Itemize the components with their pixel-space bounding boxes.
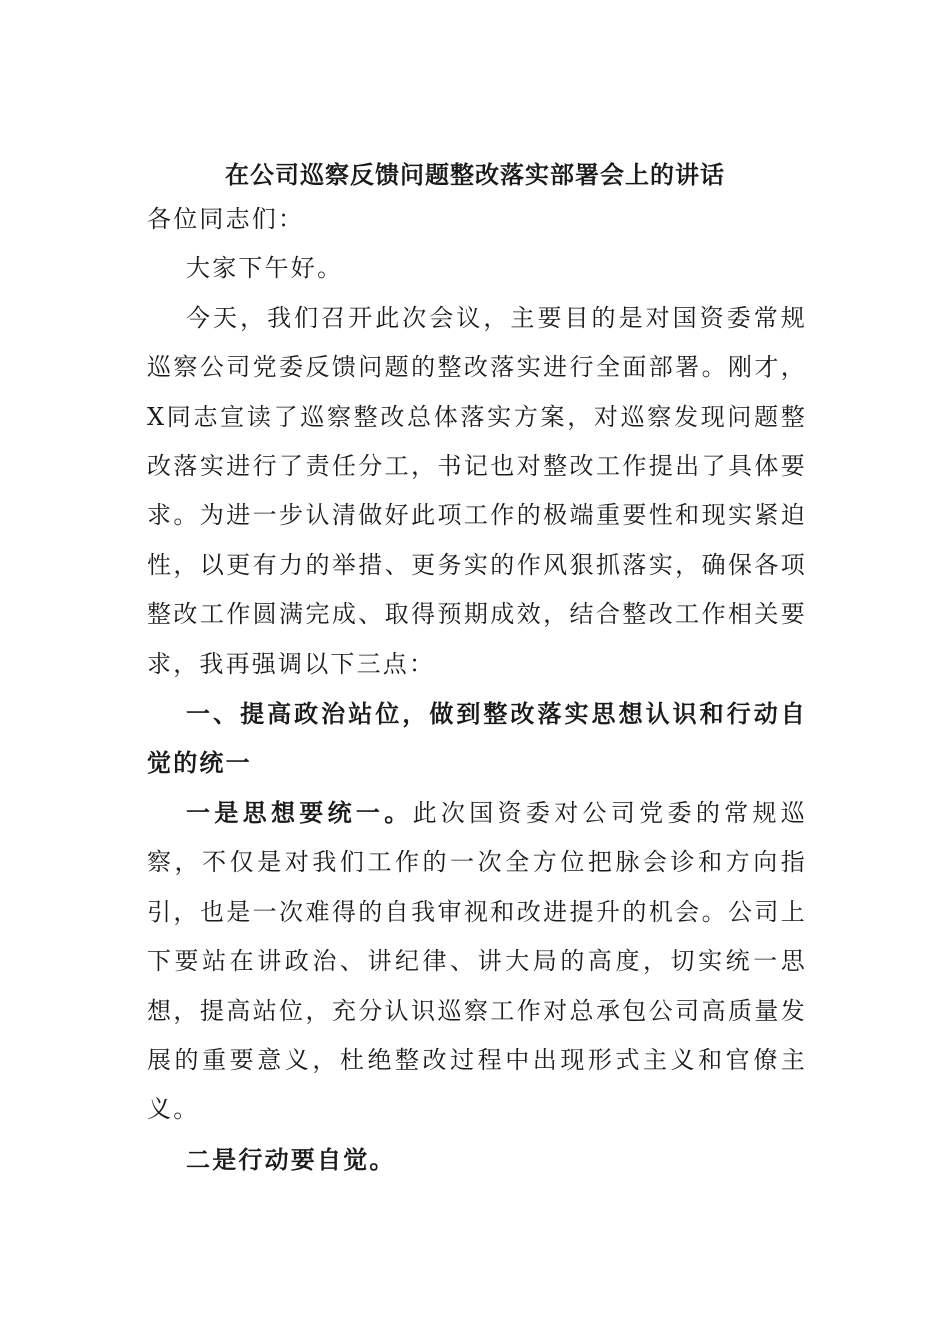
point-2-paragraph [147,1135,807,1185]
salutation: 各位同志们： [147,205,305,233]
document-body [147,195,807,1185]
point-1-paragraph [147,788,807,1135]
section-heading-1: 一、提高政治站位，做到整改落实思想认识和行动自觉的统一 [147,699,807,778]
point-1-lead: 一是思想要统一。 [186,797,413,827]
point-1-text: 此次国资委对公司党委的常规巡察，不仅是对我们工作的一次全方位把脉会诊和方向指引，也是一次难得的自我审视和改进提升的机会。公司上下要站在讲政治、讲纪律、讲大局的高度，切实统一思想，提高站位，充分认识巡察工作对总承包公司高质量发展的重要意义，杜绝整改过程中出现形式主义和官僚主义。 [147,798,807,1124]
intro-paragraph: 今天，我们召开此次会议，主要目的是对国资委常规巡察公司党委反馈问题的整改落实进行全面部署。刚才，X同志宣读了巡察整改总体落实方案，对巡察发现问题整改落实进行了责任分工，书记也对整改工作提出了具体要求。为进一步认清做好此项工作的极端重要性和现实紧迫性，以更有力的举措、更务实的作风狠抓落实，确保各项整改工作圆满完成、取得预期成效，结合整改工作相关要求，我再强调以下三点： [147,303,807,678]
document-title: 在公司巡察反馈问题整改落实部署会上的讲话 [225,160,725,189]
point-2-lead: 二是行动要自觉。 [186,1144,396,1174]
greeting: 大家下午好。 [186,254,344,283]
